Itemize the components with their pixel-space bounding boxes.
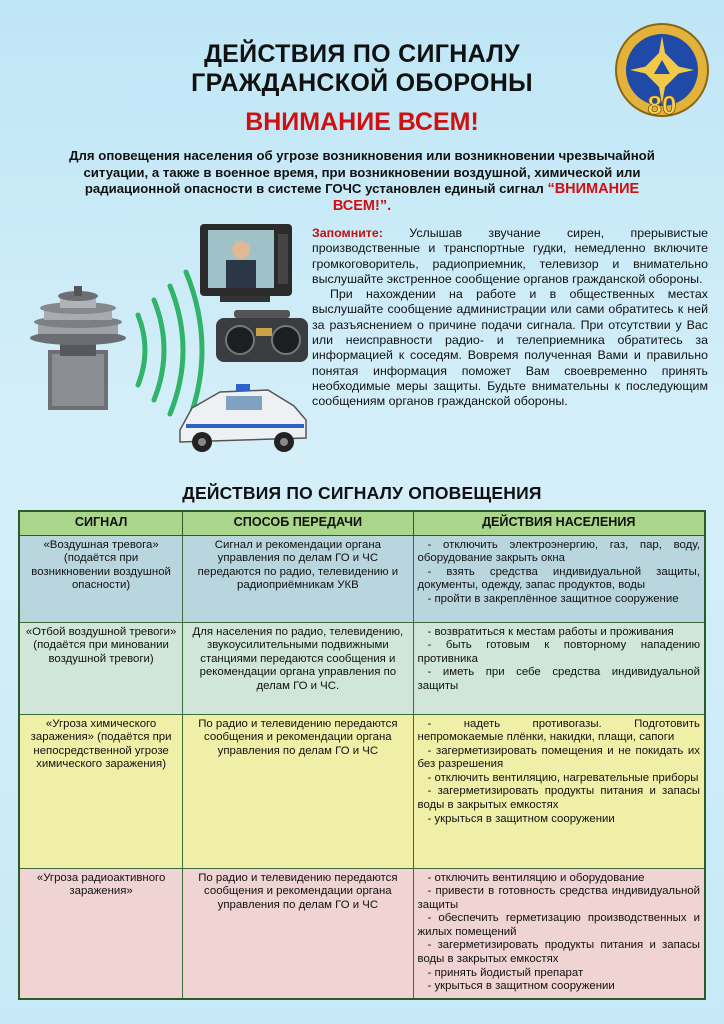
logo-number: 80 xyxy=(647,90,677,120)
poster-title xyxy=(120,40,604,98)
action-item: - укрыться в защитном сооружении xyxy=(427,812,615,825)
action-item: - иметь при себе средства индивидуальной защиты xyxy=(417,666,700,692)
action-item: - взять средства индивидуальной защиты, документы, одежду, запас продуктов, воды xyxy=(417,565,700,592)
sound-waves-icon xyxy=(138,272,202,428)
remember-p1: Услышав звучание сирен, прерывистые производственные и транспортные гудки, немедленно включите громкоговоритель, радиоприемник, телевизор и внимательно выслушайте экстренное сообщение органов гражданской обороны. xyxy=(312,226,708,286)
section-title: ДЕЙСТВИЯ ПО СИГНАЛУ ОПОВЕЩЕНИЯ xyxy=(182,483,542,503)
table-row xyxy=(19,868,705,999)
signal-cell: «Отбой воздушной тревоги» (подаётся при миновании воздушной тревоги) xyxy=(19,622,183,714)
action-item: - возвратиться к местам работы и проживания xyxy=(427,625,674,638)
header-actions: ДЕЙСТВИЯ НАСЕЛЕНИЯ xyxy=(413,511,705,535)
actions-cell xyxy=(413,535,705,622)
action-item: - отключить вентиляцию и оборудование xyxy=(427,871,645,884)
remember-lead: Запомните: xyxy=(312,226,383,240)
intro-body: Для оповещения населения об угрозе возникновения или возникновении чрезвычайной ситуации, а также в военное время, при возникновении воздушной, химической или радиационной опасности в системе ГОЧС установлен единый сигнал xyxy=(69,148,655,196)
radio-icon xyxy=(216,310,308,362)
table-row xyxy=(19,535,705,622)
emblem-logo xyxy=(612,20,712,120)
tv-icon xyxy=(200,224,292,302)
signals-table xyxy=(18,510,706,1000)
actions-cell xyxy=(413,622,705,714)
action-item: - укрыться в защитном сооружении xyxy=(427,980,615,993)
action-item: - быть готовым к повторному нападению противника xyxy=(417,639,700,665)
method-cell: Сигнал и рекомендации органа управления по делам ГО и ЧС передаются по радио, телевидению и радиоприёмникам УКВ xyxy=(183,535,413,622)
signal-cell: «Угроза химического заражения» (подаётся при непосредственной угрозе химического заражения) xyxy=(19,714,183,868)
remember-paragraph-1 xyxy=(312,226,708,287)
method-cell: Для населения по радио, телевидению, звукоусилительными подвижными станциями передаются сообщения и рекомендации органа управления по делам ГО и ЧС. xyxy=(183,622,413,714)
actions-cell xyxy=(413,714,705,868)
action-item: - привести в готовность средства индивидуальной защиты xyxy=(417,885,700,911)
title-line-2: ГРАЖДАНСКОЙ ОБОРОНЫ xyxy=(191,69,533,97)
action-item: - загерметизировать помещения и не покидать их без разрешения xyxy=(417,744,700,771)
remember-paragraph-2: При нахождении на работе и в общественных местах выслушайте сообщение администрации или сами обратитесь к ней за разъяснением о причине подачи сигнала. При отсутствии у Вас или неисправности радио- и телеприемника обратитесь за информацией к соседям. Вовремя полученная Вами и правильно понятая информация поможет Вам своевременно принять необходимые меры защиты. Будьте внимательны к последующим сообщениям органов гражданской обороны. xyxy=(312,287,708,409)
method-cell: По радио и телевидению передаются сообщения и рекомендации органа управления по делам ГО и ЧС xyxy=(183,714,413,868)
signal-cell: «Угроза радиоактивного заражения» xyxy=(19,868,183,999)
action-item: - принять йодистый препарат xyxy=(427,966,584,979)
actions-cell xyxy=(413,868,705,999)
header-signal: СИГНАЛ xyxy=(19,511,183,535)
action-item: - обеспечить герметизацию производственных и жилых помещений xyxy=(417,912,700,938)
table-header-row xyxy=(19,511,705,535)
title-line-1: ДЕЙСТВИЯ ПО СИГНАЛУ xyxy=(204,40,520,68)
action-item: - отключить электроэнергию, газ, пар, воду, оборудование закрыть окна xyxy=(417,538,700,565)
action-item: - надеть противогазы. Подготовить непромокаемые плёнки, накидки, плащи, сапоги xyxy=(417,717,700,744)
poster-subtitle: ВНИМАНИЕ ВСЕМ! xyxy=(245,108,479,136)
siren-icon xyxy=(30,286,126,410)
intro-signal: “ВНИМАНИЕ ВСЕМ!”. xyxy=(332,181,640,214)
action-item: - отключить вентиляцию, нагревательные приборы xyxy=(427,771,699,784)
action-item: - пройти в закреплённое защитное сооружение xyxy=(427,592,679,605)
intro-text xyxy=(60,148,664,214)
method-cell: По радио и телевидению передаются сообщения и рекомендации органа управления по делам ГО и ЧС xyxy=(183,868,413,999)
table-row xyxy=(19,622,705,714)
table-row xyxy=(19,714,705,868)
remember-block xyxy=(312,226,708,410)
signal-cell: «Воздушная тревога» (подаётся при возникновении воздушной опасности) xyxy=(19,535,183,622)
action-item: - загерметизировать продукты питания и запасы воды в закрытых емкостях xyxy=(417,939,700,966)
action-item: - загерметизировать продукты питания и запасы воды в закрытых емкостях xyxy=(417,785,700,812)
header-method: СПОСОБ ПЕРЕДАЧИ xyxy=(183,511,413,535)
alert-devices-illustration xyxy=(20,220,310,460)
